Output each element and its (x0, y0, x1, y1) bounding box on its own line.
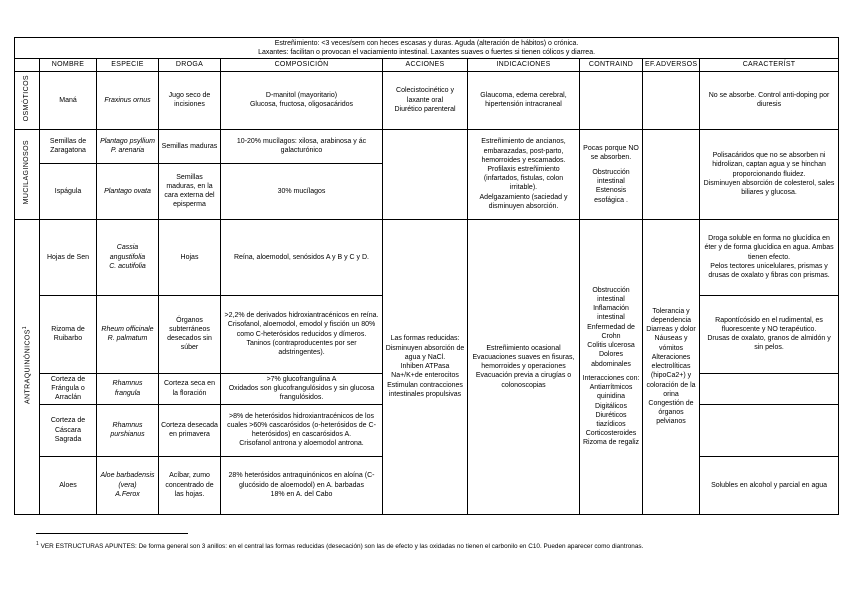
col-nombre: NOMBRE (40, 59, 97, 71)
cell-composicion: >8% de heterósidos hidroxiantracénicos de los cuales >60% cascarósidos (o-heterósidos de C-heterósidos) en cascarósidos A. Crisofanol antrona y aloemodol antrona. (221, 404, 383, 456)
cell-composicion: D-manitol (mayoritario) Glucosa, fructosa, oligosacáridos (221, 71, 383, 129)
cell-especie: Cassia angustifolia C. acutifolia (97, 219, 159, 295)
cell-caracteristicas (700, 373, 839, 404)
cell-acciones (383, 129, 468, 219)
cell-especie: Rhamnus purshianus (97, 404, 159, 456)
cell-caracteristicas (700, 404, 839, 456)
cell-ef-adversos (643, 129, 700, 219)
cell-nombre: Corteza de Frángula o Arraclán (40, 373, 97, 404)
cell-especie: Rheum officinale R. palmatum (97, 295, 159, 373)
cell-droga: Semillas maduras, en la cara externa del episperma (159, 163, 221, 219)
cell-nombre: Corteza de Cáscara Sagrada (40, 404, 97, 456)
cell-caracteristicas: No se absorbe. Control anti-doping por diuresis (700, 71, 839, 129)
col-group (15, 59, 40, 71)
cell-acciones: Colecistocinético y laxante oral Diurético parenteral (383, 71, 468, 129)
header-line-2: Laxantes: facilitan o provocan el vaciamiento intestinal. Laxantes suaves o fuertes si tienen cólicos y diarrea. (258, 49, 596, 57)
cell-droga: Corteza seca en la floración (159, 373, 221, 404)
cell-droga: Corteza desecada en primavera (159, 404, 221, 456)
table-row (15, 219, 839, 295)
cell-composicion: 10-20% mucílagos: xilosa, arabinosa y ác galacturónico (221, 129, 383, 163)
cell-contraind (580, 71, 643, 129)
cell-indicaciones: Estreñimiento de ancianos, embarazadas, post-parto, hemorroides y escamados. Profilaxis estreñimiento (infartados, fistulas, colon irritable). Adelgazamiento (saciedad y disminuyen absorción. (468, 129, 580, 219)
table-row (15, 129, 839, 163)
cell-indicaciones: Estreñimiento ocasional Evacuaciones suaves en fisuras, hemorroides y operaciones Evacuación previa a cirugías o colonoscopias (468, 219, 580, 514)
cell-ef-adversos (643, 71, 700, 129)
cell-especie: Rhamnus frangula (97, 373, 159, 404)
cell-caracteristicas: Rapontícósido en el rudimental, es fluorescente y NO terapéutico. Drusas de oxalato, granos de almidón y sin pelos. (700, 295, 839, 373)
col-especie: ESPECIE (97, 59, 159, 71)
cell-caracteristicas: Solubles en alcohol y parcial en agua (700, 456, 839, 514)
cell-caracteristicas: Droga soluble en forma no glucídica en éter y de forma glucídica en agua. Ambas tienen efecto. Pelos tectores unicelulares, prismas y drusas de oxalato y fibras con prismas. (700, 219, 839, 295)
cell-composicion: Reína, aloemodol, senósidos A y B y C y D. (221, 219, 383, 295)
cell-especie: Fraxinus ornus (97, 71, 159, 129)
cell-droga: Acíbar, zumo concentrado de las hojas. (159, 456, 221, 514)
cell-composicion: >2,2% de derivados hidroxiantracénicos en reína. Crisofanol, aloemodol, emodol y fisción un 80% como C-heterósidos reducidos y dímeros. Taninos (contraproducentes por ser adstringentes). (221, 295, 383, 373)
cell-contraind: Obstrucción intestinal Inflamación intestinal Enfermedad de Crohn Colitis ulcerosa Dolores abdominales Interacciones con: Antiarrítmicos quinidina Digitálicos Diuréticos tiazídicos Corticosteroides Rizoma de regaliz (580, 219, 643, 514)
cell-ef-adversos: Tolerancia y dependencia Diarreas y dolor Náuseas y vómitos Alteraciones electrolíticas (hipoCa2+) y coloración de la orina Congestión de órganos pelvianos (643, 219, 700, 514)
cell-indicaciones: Glaucoma, edema cerebral, hipertensión intracraneal (468, 71, 580, 129)
cell-contraind: Pocas porque NO se absorben. Obstrucción intestinal Estenosis esofágica . (580, 129, 643, 219)
cell-especie: Plantago ovata (97, 163, 159, 219)
column-headers (15, 59, 839, 71)
group-label-mucilaginosos: MUCILAGINOSOS (15, 129, 40, 219)
cell-especie: Aloe barbadensis (vera) A.Ferox (97, 456, 159, 514)
cell-droga: Hojas (159, 219, 221, 295)
footnote (36, 541, 836, 551)
cell-nombre: Ispágula (40, 163, 97, 219)
col-acciones: ACCIONES (383, 59, 468, 71)
cell-nombre: Maná (40, 71, 97, 129)
col-contraind: CONTRAIND (580, 59, 643, 71)
cell-nombre: Aloes (40, 456, 97, 514)
col-caracteristicas: CARACTERÍST (700, 59, 839, 71)
cell-nombre: Hojas de Sen (40, 219, 97, 295)
col-indicaciones: INDICACIONES (468, 59, 580, 71)
table-header-row (15, 38, 839, 59)
cell-droga: Órganos subterráneos desecados sin súber (159, 295, 221, 373)
footnote-number: 1 (36, 541, 39, 547)
cell-especie: Plantago psyllium P. arenaria (97, 129, 159, 163)
laxatives-table (14, 37, 839, 515)
cell-acciones: Las formas reducidas: Disminuyen absorción de agua y NaCl. Inhiben ATPasa Na+/K+de enterocitos Estimulan contracciones intestinales propulsivas (383, 219, 468, 514)
col-droga: DROGA (159, 59, 221, 71)
col-ef-adversos: EF.ADVERSOS (643, 59, 700, 71)
col-composicion: COMPOSICIÓN (221, 59, 383, 71)
header-line-1: Estreñimiento: <3 veces/sem con heces escasas y duras. Aguda (alteración de hábitos) o crónica. (274, 40, 579, 47)
cell-composicion: 28% heterósidos antraquinónicos en aloína (C-glucósido de aloemodol) en A. barbadas 18% en A. del Cabo (221, 456, 383, 514)
table-row (15, 71, 839, 129)
footnote-divider (36, 533, 188, 534)
cell-nombre: Rizoma de Ruibarbo (40, 295, 97, 373)
cell-droga: Jugo seco de incisiones (159, 71, 221, 129)
table-header (15, 38, 839, 59)
group-label-osmoticos: OSMÓTICOS (15, 71, 40, 129)
cell-caracteristicas: Polisacáridos que no se absorben ni hidrolizan, captan agua y se hinchan proporcionando fluidez. Disminuyen absorción de colesterol, sales biliares y glucosa. (700, 129, 839, 219)
footnote-text: VER ESTRUCTURAS APUNTES: De forma general son 3 anillos: en el central las formas reducidas (desecación) son las de efecto y las oxidadas no tienen el carbonilo en C10. Pueden aparecer como diantronas. (40, 543, 644, 551)
cell-composicion: 30% mucílagos (221, 163, 383, 219)
cell-nombre: Semillas de Zaragatona (40, 129, 97, 163)
cell-droga: Semillas maduras (159, 129, 221, 163)
group-label-antraquinonicos: ANTRAQUINÓNICOS$^1$ (15, 219, 40, 514)
cell-composicion: >7% glucofrangulina A Oxidados son glucofrangulósidos y sin glucosa frangulósidos. (221, 373, 383, 404)
